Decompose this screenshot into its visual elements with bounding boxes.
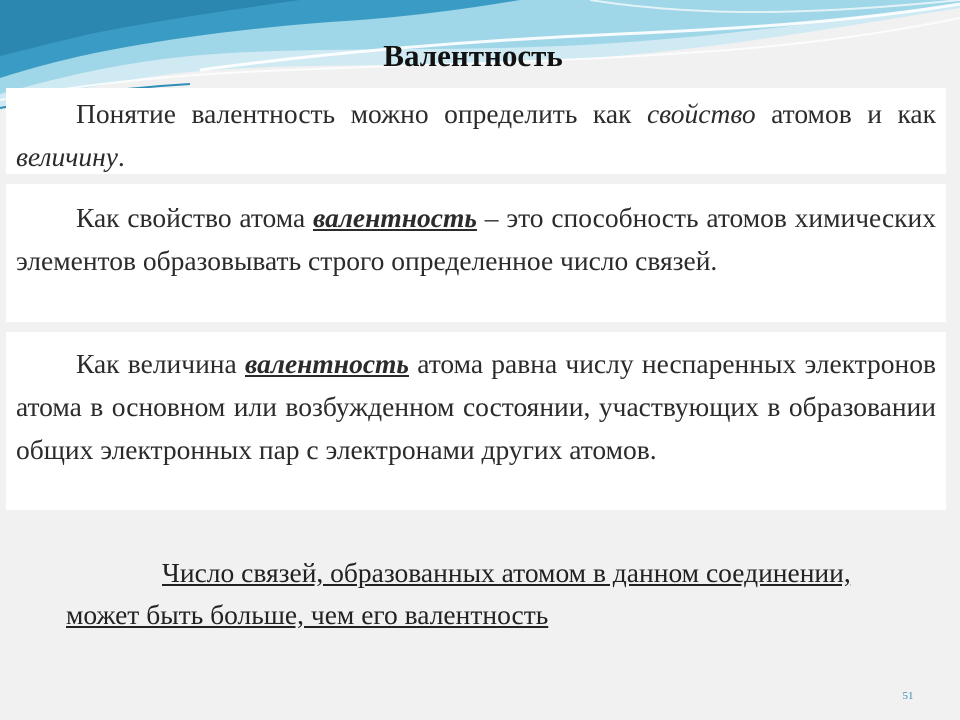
p1-text: Понятие валентность можно определить как — [76, 98, 647, 129]
paragraph-property — [16, 196, 936, 282]
p3-pre: Как величина — [76, 348, 245, 379]
p3-keyword: валентность — [244, 348, 409, 379]
paragraph-quantity — [16, 342, 936, 471]
p1-end: . — [117, 141, 125, 172]
p2-keyword: валентность — [312, 202, 477, 233]
p1-mid: атомов и как — [755, 98, 936, 129]
p2-pre: Как свойство атома — [76, 202, 313, 233]
page-number: 51 — [902, 690, 914, 702]
note-text: Число связей, образованных атомом в данном соединении, может быть больше, чем его валентность — [66, 557, 851, 630]
p3-post: атома равна числу неспаренных электронов атома в основном или возбужденном состоянии, участвующих в образовании общих электронных пар с электронами других атомов. — [16, 348, 936, 465]
slide-title: Валентность — [383, 38, 563, 73]
p2-post: – это способность атомов химических элементов образовывать строго определенное число связей. — [16, 202, 936, 276]
footnote-bonds — [66, 552, 886, 636]
p1-italic-property: свойство — [646, 98, 756, 129]
paragraph-definition — [16, 92, 936, 178]
p1-italic-quantity: величину — [16, 141, 118, 172]
